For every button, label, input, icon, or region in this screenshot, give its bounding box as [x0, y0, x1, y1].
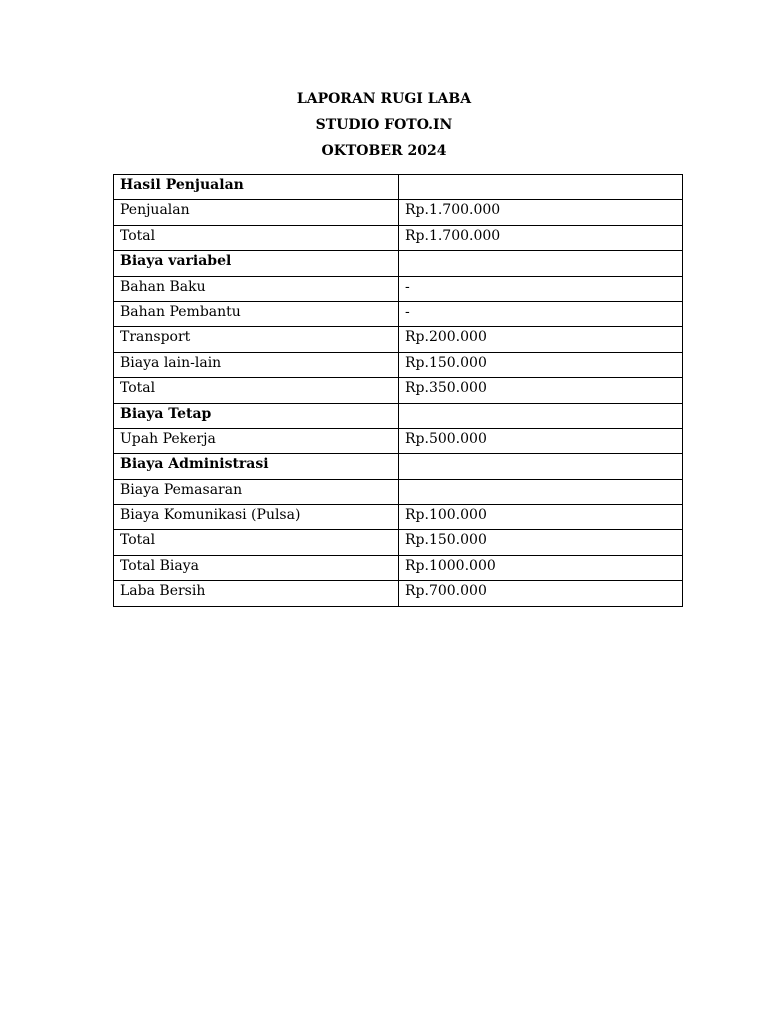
row-value: Rp.350.000 — [399, 378, 683, 403]
row-value: Rp.1.700.000 — [399, 225, 683, 250]
table-row — [114, 225, 683, 250]
section-header-row — [114, 454, 683, 479]
table-row — [114, 505, 683, 530]
report-title: LAPORAN RUGI LABA — [296, 91, 472, 107]
row-value: Rp.200.000 — [399, 327, 683, 352]
table-row — [114, 581, 683, 606]
row-label: Total Biaya — [114, 555, 399, 580]
section-header-row — [114, 251, 683, 276]
row-label: Biaya Komunikasi (Pulsa) — [114, 505, 399, 530]
row-label: Bahan Baku — [114, 276, 399, 301]
row-label: Biaya lain-lain — [114, 352, 399, 377]
row-value — [399, 403, 683, 428]
profit-loss-table — [113, 174, 683, 607]
row-label: Total — [114, 530, 399, 555]
table-row — [114, 479, 683, 504]
row-value — [399, 251, 683, 276]
row-value: Rp.500.000 — [399, 428, 683, 453]
row-value — [399, 175, 683, 200]
table-row — [114, 276, 683, 301]
company-name: STUDIO FOTO.IN — [315, 117, 453, 133]
row-value — [399, 479, 683, 504]
row-value: Rp.100.000 — [399, 505, 683, 530]
row-value: - — [399, 301, 683, 326]
row-label: Total — [114, 378, 399, 403]
row-label: Transport — [114, 327, 399, 352]
row-value: Rp.150.000 — [399, 352, 683, 377]
profit-loss-table-body — [114, 175, 683, 607]
table-row — [114, 428, 683, 453]
table-row — [114, 378, 683, 403]
section-header-label: Hasil Penjualan — [114, 175, 399, 200]
section-header-label: Biaya Tetap — [114, 403, 399, 428]
row-value: Rp.150.000 — [399, 530, 683, 555]
row-value: - — [399, 276, 683, 301]
row-label: Total — [114, 225, 399, 250]
table-row — [114, 352, 683, 377]
row-label: Upah Pekerja — [114, 428, 399, 453]
report-title-block — [0, 86, 768, 164]
row-value: Rp.700.000 — [399, 581, 683, 606]
row-label: Biaya Pemasaran — [114, 479, 399, 504]
row-value — [399, 454, 683, 479]
table-row — [114, 555, 683, 580]
table-row — [114, 200, 683, 225]
section-header-row — [114, 403, 683, 428]
section-header-row — [114, 175, 683, 200]
row-label: Bahan Pembantu — [114, 301, 399, 326]
row-label: Penjualan — [114, 200, 399, 225]
section-header-label: Biaya variabel — [114, 251, 399, 276]
row-value: Rp.1.700.000 — [399, 200, 683, 225]
table-row — [114, 530, 683, 555]
section-header-label: Biaya Administrasi — [114, 454, 399, 479]
row-label: Laba Bersih — [114, 581, 399, 606]
table-row — [114, 327, 683, 352]
report-period: OKTOBER 2024 — [321, 143, 447, 159]
row-value: Rp.1000.000 — [399, 555, 683, 580]
table-row — [114, 301, 683, 326]
